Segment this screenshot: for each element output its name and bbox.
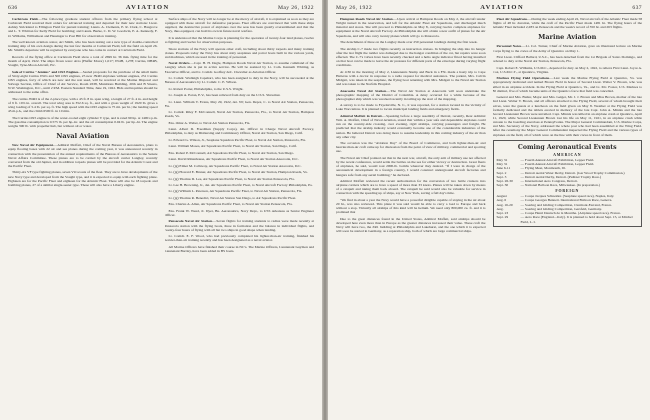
article-paragraph bbox=[8, 143, 158, 168]
article-paragraph bbox=[336, 114, 486, 139]
paragraph-text: The Curtiss OX5 engine is of the water-cooled eight cylinder V type, and is rated 90 hp. at 1400 r.p.m. The gasoline consumption is 0.575 lb. per hp.-hr. and the oil consumption 0.04 lb. per hp.-hr. The engine weighs 390 lb. with propeller hub, but without oil or water. bbox=[8, 115, 158, 129]
paragraph-lead: Fleet Air Squadrons. bbox=[496, 17, 528, 21]
right-column-1 bbox=[336, 17, 486, 420]
section-title-naval-aviation: Naval Aviation bbox=[56, 132, 110, 141]
article-paragraph bbox=[165, 87, 315, 91]
article-paragraph bbox=[165, 164, 315, 168]
article-paragraph bbox=[8, 116, 158, 128]
article-paragraph bbox=[165, 47, 315, 59]
article-paragraph bbox=[336, 198, 486, 215]
left-column-1 bbox=[8, 17, 158, 420]
paragraph-lead: Hampton Roads Naval Air Station. bbox=[340, 17, 394, 21]
article-paragraph bbox=[8, 55, 158, 67]
article-paragraph bbox=[336, 156, 486, 177]
paragraph-text: Lieut. Albert D. Freedman (Supply Corps), det. Officer in Charge Naval Aircraft Factory, Philadelphia, to duty as Disbursing and Commissary Officer, Naval Air Station, San Diego, Calif. bbox=[164, 127, 314, 136]
article-paragraph bbox=[165, 234, 315, 242]
article-paragraph bbox=[336, 179, 486, 196]
paragraph-text: —Capt. H. H. Dagle, Hampton Roads Naval Air Station, to assume command of the Langley when she is put in active service. He will be assisted by Lt. Com. Kenneth Whiting, as Executive Officer, and Lt. Comdr. Godfrey deC. Chevalier as Aviation Officer. bbox=[164, 61, 314, 74]
article-paragraph bbox=[336, 17, 486, 38]
event-description: — Coupe Jacques Schneider. (Seaplane speed race), Naples, Italy. bbox=[520, 194, 615, 199]
article-paragraph bbox=[336, 40, 486, 44]
article-paragraph bbox=[165, 219, 315, 231]
event-description: — Flying Meet, Monmouth, Ill. bbox=[520, 166, 566, 171]
article-paragraph bbox=[165, 17, 315, 34]
article-paragraph bbox=[8, 170, 158, 187]
event-date: Aug. 6 bbox=[496, 198, 507, 203]
paragraph-lead: Naval Orders. bbox=[168, 61, 191, 66]
article-paragraph bbox=[165, 177, 315, 181]
event-description: — Fourth Annual Aircraft Exhibition, Lepper Field. bbox=[520, 157, 595, 162]
paragraph-text: Admiral Moffett reviewed the recent authorization for the conversion of two battle cruisers into airplane carriers which are to have a speed of more than 33 knots. Planes will be taken down by means of a catapult and taking them back aboard. The catapult he said would also be valuable for service in connection with the speeding up of ships, say at New York, saving a full day's time. bbox=[336, 178, 486, 196]
left-column-2 bbox=[165, 17, 315, 420]
article-paragraph bbox=[493, 76, 643, 93]
article-paragraph bbox=[165, 157, 315, 161]
paragraph-text: —The following graduate student officers from the primary flying school at Carlstrom Field received their orders for advanced training and departed for their new stations: Lieut. Ashley Strickland to Ellington Field for pursuit training; Lieuts. A. Clements, E. R. Clark, C. Hasgrove and L. T. Whitton for Kelly Field for bombing; and Lieuts. Burke, C. D. W. Goodwin, E. A. Kennedy, F. O. Williams, Williamson and Hessinger to Post Hill for observation training. bbox=[8, 17, 158, 38]
paragraph-lead: Personnel Notes. bbox=[496, 44, 523, 49]
article-paragraph bbox=[165, 209, 315, 217]
paragraph-text: The detachment of three on the Langley made over 250 personnel landings during the first week. bbox=[340, 40, 478, 45]
event-date: Sept. 23 bbox=[496, 211, 509, 216]
paragraph-text: Lt. Joseph A. Eaton, E.V., has been relieved from duty on the U.S.S. Shawmut. bbox=[168, 93, 281, 98]
paragraph-text: At 4:30 in the morning of May 2, Lieutenants Stump and Beck in a F5L made a hasty trip to Cape Hatteras with a doctor in response to a radio request for medical assistance. The patient, Mrs. Calvin Midgett, was taken in the seaplane, the flying boat returning with Mrs. Midgett to the Naval Air Station and was taken to the Norfolk Hospital. bbox=[336, 69, 486, 87]
article-paragraph bbox=[165, 189, 315, 193]
paragraph-lead: Marines Flying Field Operations. bbox=[496, 76, 551, 81]
article-paragraph bbox=[493, 44, 643, 52]
article-paragraph bbox=[493, 66, 643, 74]
event-date: Sept. 29 bbox=[496, 215, 509, 220]
coming-events-box bbox=[493, 140, 643, 227]
article-paragraph bbox=[493, 95, 643, 137]
paragraph-text: Lieut. William Moses, Air Squadrons Pacific Fleet, to Naval Air Station, San Diego, Calif. bbox=[168, 144, 297, 149]
article-paragraph bbox=[336, 47, 486, 68]
article-paragraph bbox=[165, 76, 315, 84]
paragraph-text: —Seven flights for training students to radius were made recently at Pensacola station with the flying boats, three in formation and the balance in individual flights, and twenty-four hours of flying with all but two ships in good shape when landing. bbox=[164, 219, 314, 232]
event-description: — Soaring and Gliding Competition, Clermont-Ferrand, France. bbox=[520, 202, 613, 207]
paragraph-text: The well known aviation orator, Art Smith, who has been testing out a new type of double-controlled training ship of his own design during the last few months at Carlstrom Field, left the field on April 26. Mr. Smith's departure will be regretted by everyone who has come in contact at Carlstrom Field. bbox=[8, 40, 158, 53]
events-foreign-label: FOREIGN bbox=[555, 189, 580, 194]
article-paragraph bbox=[336, 103, 486, 111]
article-paragraph bbox=[165, 93, 315, 97]
article-paragraph bbox=[165, 183, 315, 187]
article-paragraph bbox=[165, 202, 315, 206]
event-description: — Detroit Aerial Derby, Detroit. (Pulitzer Trophy Race.) bbox=[520, 174, 602, 179]
paragraph-text: Surface ships of the Navy will no longer be at the mercy of aircraft, it is explained as soon as they are equipped with these aircraft for defensive purposes. Fleet officers are convinced that with these ships supplied, the destructive power of airplanes over the seas has been greatly overestimated and that the Navy, thus equipped, can hold its own in future naval warfare. bbox=[164, 17, 314, 34]
article-paragraph bbox=[165, 245, 315, 253]
article-paragraph bbox=[165, 61, 315, 73]
section-title-marine-aviation: Marine Aviation bbox=[538, 33, 597, 42]
article-paragraph bbox=[8, 70, 158, 95]
right-column-2 bbox=[493, 17, 643, 420]
article-paragraph bbox=[165, 100, 315, 108]
event-date: Sept. 26-30 bbox=[496, 179, 513, 184]
paragraph-lead: Sale of Curtiss "Jennies" and OX5 Engines. bbox=[12, 69, 80, 74]
article-paragraph bbox=[8, 40, 158, 52]
paragraph-text: Lieut. David Rittenhouse, Air Squadrons Pacific Fleet, to Naval Air Station Anacostia, D.C. bbox=[168, 157, 299, 162]
article-paragraph bbox=[8, 97, 158, 114]
event-description: — Aero Race (England—Italy). It is planned to hold about Sept. 15, at Mitchel Field, L. I. bbox=[520, 215, 633, 224]
event-date: May 31 bbox=[496, 162, 508, 167]
event-date: Aug. bbox=[496, 206, 504, 211]
event-description: — Fourth Annual Aircraft Exhibition, Lepper Field. bbox=[520, 162, 595, 167]
article-paragraph bbox=[165, 110, 315, 118]
paragraph-text: Thirty-six VF type fighting planes, seven VO scouts of the fleet. They are to have developments of the new Navy type and developed from the Vought type, and it is expected to equip with each fighting plane. Eighteen are for the Pacific Fleet and eighteen for the Atlantic Fleet. There will also be 18 torpedo and bombing planes, 27 of a similar single-seater type. These will also have a Liberty engine. bbox=[8, 170, 158, 187]
paragraph-text: The occasion was the "Aviation Day" of the Board of Commerce, and both lighter-than-air and heavier-than-air craft came up for discussion from the point of view of military, commercial and sporting use. bbox=[336, 141, 486, 154]
paragraph-text: Shore stations of the Navy will operate other craft, including about thirty torpedo and many training planes. Proposals today the Navy has about sixty seaplanes and patrol boats built in the various yards, and machines, which are used in the training of personnel. bbox=[164, 46, 314, 59]
paragraph-text: The airship C-7 made two flights recently as instruction cruises. In bringing the ship into its hangar after the last flight the rudder was damaged due to the hangar condition of the car, but repairs were soon effected. The C-7's valves have been recently checked and a helio angle indicator fitted having installed on that boat can be made to leave the air pressure for different parts of the envelope during varying flight conditions. bbox=[336, 46, 486, 68]
left-page bbox=[0, 0, 322, 420]
paragraph-text: Ens. Omar A. Weber, to Naval Air Station Pensacola, Fla. bbox=[168, 120, 251, 125]
paragraph-text: Ens. Charles A. Allen, Air Squadrons Pacific Fleet, to Naval Air Station Pensacola, Fla. bbox=[168, 202, 293, 207]
page-number: 637 bbox=[632, 5, 642, 11]
paragraph-text: Lt. Lieut. William V. Evans, May 29, 1922, det. NI; Gen. Depot, C. to Naval Air Station, Pensacola, Fla. bbox=[164, 99, 314, 108]
paragraph-lead: Carlstrom Field. bbox=[12, 17, 39, 21]
event-row bbox=[497, 215, 639, 224]
paragraph-text: —The Naval Air Station at Anacostia will soon undertake the photographic mapping of the District of Columbia. A delay occurred for a while because of the photographer ship which was wrecked recently in tailing up the start of the mapping. bbox=[336, 88, 486, 101]
paragraph-text: Lt. Edward G. Wilson, Jr., Seaplane Squadron Pacific Fleet, to Naval Air Station, Pensacola, Fla. bbox=[168, 137, 306, 142]
paragraph-text: Records of the flying office at Carlstrom Field show a total of 2699 hr. 36 min. flying time for the month of April, 1922. The ships flown were: Avro (Huffer Motor) 1,017; JN4H, 1,278; Curtiss, DH4B, Vought, Tyne-Moon Aircraft, Etc. bbox=[8, 54, 158, 68]
issue-date: May 26, 1922 bbox=[277, 5, 314, 11]
paragraph-text: All Marine Officers have finished their course in NC's. The Marine Officers, Lieutenant Guymon and Lieutenant Bartley, have been added in BS boats. bbox=[164, 244, 314, 253]
article-paragraph bbox=[165, 170, 315, 174]
article-paragraph bbox=[165, 138, 315, 142]
event-description: — Coupe Georges Bennett. International Balloon Race, Geneva. bbox=[520, 198, 613, 203]
article-paragraph bbox=[336, 141, 486, 153]
event-date: August bbox=[496, 194, 507, 199]
page-number: 636 bbox=[8, 5, 18, 11]
paragraph-text: Lt. (jg) Thomas D. Lee, Air Squadrons Pacific Fleet, to Naval Air Station Pensacola, Fla. bbox=[168, 176, 295, 181]
event-description: — International Aero Congress, Detroit. bbox=[520, 179, 578, 184]
event-date: Sept. 3 bbox=[496, 174, 507, 179]
paragraph-lead: Anacostia Naval Air Station. bbox=[340, 88, 387, 93]
magazine-title: AVIATION bbox=[125, 4, 170, 11]
article-paragraph bbox=[165, 121, 315, 125]
paragraph-text: Ens. Frank W. Wead, Jr. Dyer, Bu. Aeronautics, Navy Dept., to USS Arkansas as Senior Engineer Officer. bbox=[164, 208, 314, 217]
event-row bbox=[497, 183, 639, 187]
event-date: Aug. 16-20 bbox=[496, 202, 513, 207]
paragraph-text: Lt. Comdr. E. F. Wood, who had previously completed his lighter-than-air training, finished his heavier-than-air training recently and has been designated as a naval aviator. bbox=[164, 234, 314, 243]
paragraph-text: First Lieut. Clifford Ballard, U.S.C., has been detached from the 1st Brigade of Santo Domingo, and ordered to duty at the Naval Air Station, Pensacola, Fla. bbox=[492, 55, 642, 64]
article-paragraph bbox=[336, 89, 486, 101]
events-title: Coming Aeronautical Events bbox=[517, 143, 617, 151]
paragraph-text: —During the week ending April 22, Naval aircraft of the Atlantic Fleet made 58 flights of 48 hr. duration, while the craft of the Pacific Fleet made 1481 hr. The flying hours of the Atlantic Fleet included 2,283 on Pensacola and the week's record of 350 hr. and 263 flights. bbox=[492, 17, 642, 30]
paragraph-text: General and Mrs. Butler, Major and Mrs. Geiger, Mr. J. J. Brown and Miss Brown, mother of the late 2nd Lieut. Walter V. Brown, and all officers attached to the Flying Field, several of whom brought their wives, were the guests at a luncheon on the field given on May 8. Weather at the Flying Field was formally dedicated and the tablets erected in memory of the late Capt. John A. Minnis and the late Second Lieutenant Brown were unveiled. Capt. Minnis was killed in an airplane crash at Quantico, April 21, 1920, while Second Lieutenant Brown lost his life on May 11, 1921, in an airplane crash while enroute to the boarding exercises at Pennsylvania. The Major General Commandant, U.S. Marine Corps, and Mrs. Secretary of the Navy, addressed the whole post who had been assembled at the Wing Field. After the ceremony the Major General Commandant inspected the Flying Field and the various types of airplanes on the field, all of which were on the line with their crews in front of them. bbox=[492, 95, 642, 137]
issue-date: May 26, 1922 bbox=[336, 5, 373, 11]
paragraph-text: —Sealed proposals for the purchase of the small items of Sixty-eight Curtiss JN4's and 500 OX5 engines, 25 new JN4D airplanes without engines, 251 Curtiss OX5 engines, forty of which are new and the rest used, will be received at the Marine Disposal and Salvage Section, Office of Chief of Air Service, Room 2638, Munitions Building, 20th and B Streets, N.W. Washington, D.C., until 2 P.M. Eastern Standard Time, June 19, 1922. Bids and inquiries should be addressed to the same office. bbox=[8, 69, 158, 95]
paragraph-text: It is understood that the Marine Corps is planning for the operation of twenty-four land planes, twelve as fighting and twelve for observation purposes. bbox=[164, 35, 314, 45]
paragraph-text: —Speaking before a large assembly of Detroit, recently, Rear Admiral Wm. A. Moffett, Chief of Naval Aviation, stated that within a year safe and dependable airplanes could run on the country-side crossing, over evening, rigid airships, carrying passengers and freight. He predicted that the airship industry would eventually become one of the considerable industries of the nation. He believed Detroit was doing more to assume leadership in this coming industry of the air than any other city. bbox=[336, 113, 486, 139]
paragraph-text: Lt. Robert Porter, Philadelphia, to the U.S.S. Wright. bbox=[168, 86, 244, 91]
paragraph-text: Lt. (jg) Thomas R. Benedict, Naval Air Station San Diego, to Air Squadrons Pacific Fleet. bbox=[168, 195, 297, 200]
article-paragraph bbox=[8, 17, 158, 38]
article-paragraph bbox=[493, 55, 643, 63]
paragraph-lead: Pensacola Naval Air Station. bbox=[168, 219, 213, 224]
paragraph-text: Lt. Lee H. Browning, Jr., det. Air Squadrons Pacific Fleet, to Naval Aircraft Factory Philadelphia, Pa. bbox=[168, 183, 313, 188]
event-description: — Coupe Henri Deutsch de la Meurthe. (Airplane speed race), France. bbox=[520, 211, 621, 216]
paragraph-text: —Upon arrival at Hampton Roads on May 2, the aircraft tender Wright turned in the reservation, and left for the Atlantic Fleet Air Squadrons, and discharged much material and stores. She will proceed to Philadelphia on May 8, carrying twelve complete airplanes for equipment at the Naval Aircraft Factory. At Philadelphia she will obtain a new outfit of planes for the Air Squadrons, and will also carry twenty planes which will go to Pensacola. bbox=[336, 17, 486, 38]
article-paragraph bbox=[336, 217, 486, 234]
paragraph-text: "We find in about a year the Navy would have a powerful dirigible capable of staying in the air about 20 hr., was also reviewed. This plane it was said would be able to carry a load to Europe and back without a stop. Virtually all airships of this kind will be helium. We need only 800,000 cu. ft. and it is promised that bbox=[336, 197, 486, 215]
event-date: June 6-11 bbox=[496, 166, 511, 171]
paragraph-text: Capt. Robert E. Williams, U.S.M.C., departed for duty on May 2, 1922, to relieve First Lieut. Joyce A. Cox, U.S.M.C.T., at Quantico, Virginia. bbox=[492, 65, 642, 74]
event-date: Sept. 30 bbox=[496, 183, 509, 188]
article-paragraph bbox=[165, 144, 315, 148]
paragraph-text: Lt. Comdr. Wadleigh Capehart, who has been assigned to duty in the Navy, will be succeeded at the Bureau of Aeronautics by Lt. Comdr. C. E. Wilson. bbox=[164, 76, 314, 85]
article-paragraph bbox=[336, 70, 486, 87]
event-description: — Detroit Aerial Water Derby, Detroit. (Gar Wood Trophy Commission.) bbox=[520, 170, 625, 175]
paragraph-text: —Lt. Col. Turner, Chief of Marine Aviation, gave an illustrated lecture on Marine Corps flying to the crews of the Army of Quantico on May 1. bbox=[492, 44, 642, 53]
magazine-title: AVIATION bbox=[480, 4, 525, 11]
paragraph-text: Ens. Robert P. McConnell, Air Squadrons Pacific Fleet, to Naval Air Station, San Diego. bbox=[168, 150, 295, 155]
paragraph-text: Due to the great distances found in the United States, Admiral Moffett, said airships should be developed here even more than in Europe as the greater distances increased their value. These craft the Navy will have two, the ZR1 building at Philadelphia and Lakehurst, and the one which it is expected will soon be started in Germany, as a reparation ship, both of which are large commercial ships. bbox=[336, 216, 486, 234]
paragraph-lead: New Naval Air Equipment. bbox=[12, 143, 54, 148]
paragraph-text: Lt. (jg) Howard E. Bruner, Air Squadrons Pacific Fleet, to Naval Air Station, Hampton Roads, Va. bbox=[168, 170, 308, 175]
paragraph-text: The curtiss JN4D is of the 2-place type, with a 43 ft. 8 in. span wing, a length of 27 ft. 4 in. and height of 9 ft. 10⅝ in. overall. The total wing area is 352.6 sq. ft., and with a gross weight of 1920 lb. gives a wing loading of 5.4 lb. per sq. ft. The high speed with the OX5 engine is 75 mi. per hr.; the landing speed 45 m.p.h., and the climb 6500 ft. in 10 min. bbox=[8, 96, 158, 114]
event-date: Sept. 2 bbox=[496, 170, 507, 175]
article-paragraph bbox=[165, 127, 315, 135]
paragraph-text: A survey is to be made to Fayetteville, N. C., it was reported, for a station located in the vicinity of Lake Waccamaw. It is planned to locate municipal landing fields and emergency fields. bbox=[336, 103, 486, 112]
article-paragraph bbox=[165, 151, 315, 155]
paragraph-text: Lt. (jg) William L. Peterson, Air Squadrons Pacific Fleet, to Naval Air Station, Pensacola, Fla. bbox=[168, 189, 303, 194]
paragraph-text: —Last week the Marine Flying Field at Quantico, Va. was appropriately dedicated and named Brown Field in honor of Second Lieut. Walter V. Brown, who was killed in an airplane accident. In the Flying Field at Quantico, Va., and Lt. Mc. Foster, U.S. Marines to 80 distinct, five of which became units of the Quantico force that field was cancelled. bbox=[492, 76, 642, 93]
paragraph-text: The Naval Air Chief pointed out that in the next war, aircraft, the only arm of military use not affected by the recent conference, would settle the battles on the sea for either victory or destruction. Great fleets of airplanes, he said, would rout 2000-lb. bombs wherever they desired. "If I were in charge of the aeronautical development in a foreign country, I would construct underground aircraft factories and hangars safe from any aerial bombing," he declared. bbox=[336, 155, 486, 177]
events-american-label: AMERICAN bbox=[553, 152, 582, 157]
right-page bbox=[328, 0, 650, 420]
running-head-left bbox=[8, 4, 314, 14]
paragraph-text: —Admiral Moffett, Chief of the Naval Bureau of Aeronautics, plans to equip floating bases with 22 air and sea planes during the coming year, it was announced recently in connection with the presentation of the annual requirements of the Bureau of Aeronautics to the Senate Naval Affairs Committee. These planes are to be carried by the aircraft carrier Langley, recently converted from the old Jupiter, and in addition torpedo planes will be provided for the Atlantic Coast and the Pacific Fleet. bbox=[8, 143, 158, 169]
paragraph-text: Lt. Comdr. Riley F. McConnell, Naval Air Station, Pensacola, Fla., to Naval Air Station, Hampton Roads, Va. bbox=[164, 110, 314, 119]
paragraph-lead: Admiral Moffett in Detroit. bbox=[340, 113, 383, 118]
event-description: — Soaring and Gliding Competition, Gersfeld, Germany. bbox=[520, 206, 602, 211]
article-paragraph bbox=[165, 36, 315, 44]
paragraph-text: Lt. (jg) Elmer M. Callaway, Air Squadrons Pacific Fleet, to Naval Air Station Anacostia, D.C. bbox=[168, 163, 302, 168]
article-paragraph bbox=[493, 17, 643, 29]
running-head-right bbox=[336, 4, 642, 14]
event-date: May 31 bbox=[496, 157, 508, 162]
event-description: — National Balloon Race, Milwaukee. (In preparation.) bbox=[520, 183, 600, 188]
article-paragraph bbox=[165, 196, 315, 200]
